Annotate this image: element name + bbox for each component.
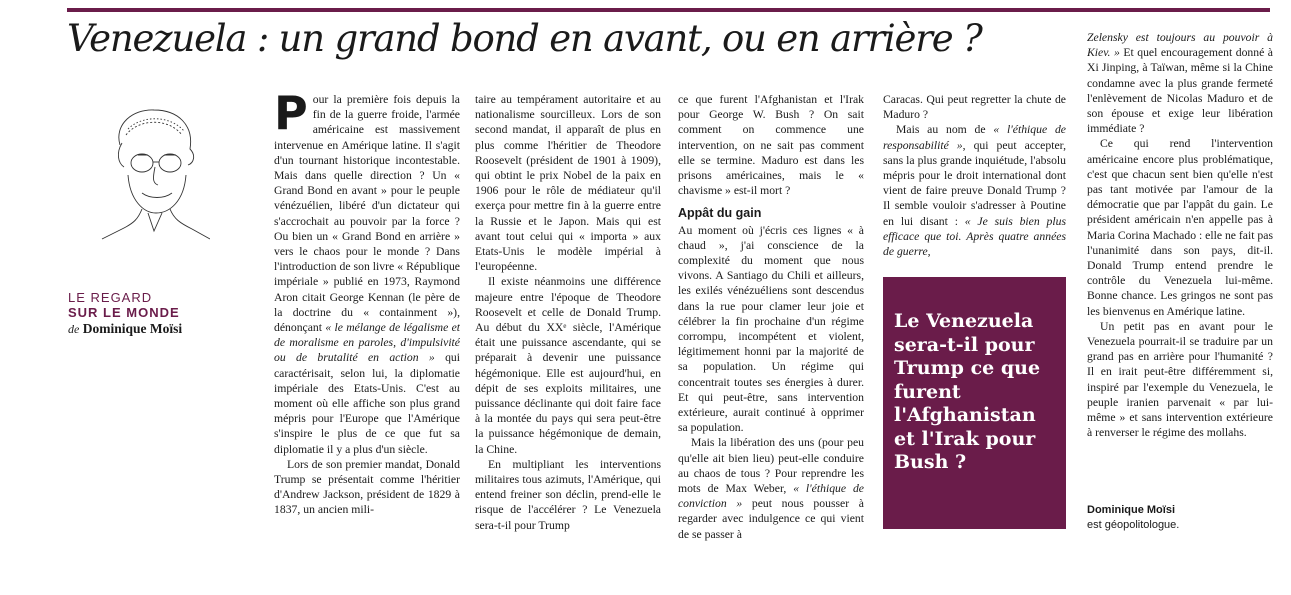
- rubric-line-1: LE REGARD: [68, 290, 153, 305]
- text-column-5: [1087, 30, 1273, 480]
- text-column-1: [274, 92, 460, 542]
- quoted-text: « l'éthique de responsabilité »: [883, 123, 1066, 152]
- paragraph-text: Mais la libération des uns (pour peu qu'elle ait bien lieu) peut-elle conduire au chaos de tous ? Pour reprendre les mots de Max Weber,: [678, 436, 864, 496]
- signature-role: est géopolitologue.: [1087, 519, 1180, 531]
- paragraph-text: peut nous pousser à regarder avec indulgence ce qui vient de se passer à: [678, 497, 864, 541]
- quoted-text: « l'éthique de conviction »: [678, 482, 864, 511]
- paragraph: [678, 435, 864, 541]
- column-rubric: [68, 290, 182, 338]
- paragraph: Il existe néanmoins une différence majeure entre l'époque de Theodore Roosevelt et celle de Donald Trump. Au début du XXᵉ siècle, l'Amérique était une puissance ascendante, qui se préparait à devenir une puissance hégémonique. Elle est aujourd'hui, en dépit de ses exploits militaires, une puissance déclinante qui doit faire face à la montée du pays qui sera peut-être la puissance hégémonique de demain, la Chine.: [475, 275, 661, 456]
- quoted-text: Zelensky est toujours au pouvoir à Kiev. »: [1087, 31, 1273, 60]
- text-column-2: [475, 92, 661, 542]
- paragraph: Caracas. Qui peut regretter la chute de Maduro ?: [883, 93, 1066, 122]
- quoted-text: « le mélange de légalisme et de moralisme en paroles, d'impulsivité ou de brutalité en action »: [274, 321, 460, 365]
- paragraph: [883, 122, 1066, 259]
- author-signature: [1087, 503, 1179, 533]
- section-subhead: Appât du gain: [678, 206, 762, 221]
- paragraph: ce que furent l'Afghanistan et l'Irak pour George W. Bush ? On sait comment on commence une intervention, on ne sait pas comment elle se termine. Maduro est dans les prisons américaines, mais le « chavisme » est-il mort ?: [678, 93, 864, 198]
- quoted-text: « Je suis bien plus efficace que toi. Après quatre années de guerre,: [883, 214, 1066, 259]
- rubric-author: [68, 320, 182, 338]
- paragraph-text: our la première fois depuis la fin de la guerre froide, l'armée américaine est massivement intervenue en Amérique latine. Il s'agit d'un tournant historique incontestable. Mais dans quelle direction ? Un « Grand Bond en avant » pour le peuple vénézuélien, libéré d'un dictateur qui s'accrochait au pouvoir par la force ? Ou bien un « Grand Bond en arrière » vers le chaos pour le monde ? Dans l'introduction de son livre « République impériale » publié en 1973, Raymond Aron citait George Kennan (le père de la doctrine du « containment »), dénonçant: [274, 93, 460, 335]
- article-headline: Venezuela : un grand bond en avant, ou en arrière ?: [67, 17, 982, 60]
- rubric-by: de: [68, 322, 80, 336]
- paragraph-text: qui caractérisait, selon lui, la diplomatie impériale des Etats-Unis. C'est au moment où elle affiche son plus grand mépris pour l'Europe que l'Amérique s'inspire le plus de ce que fut sa diplomatie il y a plus d'un siècle.: [274, 351, 460, 456]
- paragraph: Un petit pas en avant pour le Venezuela pourrait-il se traduire par un grand pas en arrière pour l'humanité ? Il en irait peut-être différemment si, inspiré par l'exemple du Venezuela, le peuple iranien parvenait « par lui-même » et sans intervention extérieure à renverser le régime des mollahs.: [1087, 319, 1273, 440]
- pull-quote-box: [883, 277, 1066, 529]
- text-column-4: [883, 92, 1066, 262]
- text-column-3: [678, 92, 864, 542]
- rubric-line-2: SUR LE MONDE: [68, 305, 180, 320]
- signature-name: Dominique Moïsi: [1087, 504, 1175, 516]
- drop-cap: P: [274, 92, 308, 140]
- paragraph: [274, 92, 460, 457]
- author-portrait-illustration: [98, 105, 210, 245]
- paragraph-text: Et quel encouragement donné à Xi Jinping, à Taïwan, même si la Chine condamne avec la plus grande fermeté l'enlèvement de Nicolas Maduro et de son épouse et exige leur libération immédiate ?: [1087, 46, 1273, 136]
- pull-quote-text: Le Venezuela sera-t-il pour Trump ce que furent l'Afghanistan et l'Irak pour Bush ?: [894, 310, 1041, 473]
- paragraph-text: , qui peut accepter, sans la plus grande inquiétude, l'absolu mépris pour le droit international dont vient de faire preuve Donald Trump ? Il semble vouloir s'adresser à Poutine en lui disant :: [883, 138, 1066, 228]
- rubric-author-name: Dominique Moïsi: [82, 321, 183, 336]
- paragraph: taire au tempérament autoritaire et au nationalisme sourcilleux. Lors de son second mandat, il apparaît de plus en plus comme l'héritier de Theodore Roosevelt (président de 1901 à 1909), qui obtint le prix Nobel de la paix en 1906 pour le rôle de médiateur qu'il exerça pour mettre fin à la guerre entre la Russie et le Japon. Mais qui est avant tout celui qui « importa » aux Etats-Unis le modèle impérial à l'européenne.: [475, 93, 661, 274]
- paragraph: Ce qui rend l'intervention américaine encore plus problématique, c'est que chacun sent bien qu'elle n'est pas tant motivée par l'amour de la démocratie que par l'appât du gain. Le président américain n'en appelle pas à Maria Corina Machado : elle ne fait pas l'unanimité dans son pays, dit-il. Donald Trump entend prendre le contrôle du Venezuela lui-même. Bonne chance. Les gringos ne sont pas les bienvenus en Amérique latine.: [1087, 137, 1273, 318]
- paragraph: [1087, 30, 1273, 136]
- paragraph: En multipliant les interventions militaires tous azimuts, l'Amérique, qui entend freiner son déclin, prend-elle le risque de l'accélérer ? Le Venezuela sera-t-il pour Trump: [475, 457, 661, 532]
- paragraph: Lors de son premier mandat, Donald Trump se présentait comme l'héritier d'Andrew Jackson, président de 1829 à 1837, un ancien mili-: [274, 457, 460, 517]
- top-rule: [67, 8, 1270, 12]
- paragraph-text: Mais au nom de: [896, 123, 994, 137]
- paragraph: Au moment où j'écris ces lignes « à chaud », j'ai conscience de la complexité du moment que nous vivons. A Santiago du Chili et ailleurs, les exilés vénézuéliens sont descendus dans la rue pour clamer leur joie et célébrer la fin prochaine d'un régime corrompu, incompétent et violent, légitimement honni par la majorité de sa population. Un régime qui concentrait toutes ses énergies à durer. Et qui peut-être, sans intervention extérieure, aurait continué à opprimer sa population.: [678, 223, 864, 435]
